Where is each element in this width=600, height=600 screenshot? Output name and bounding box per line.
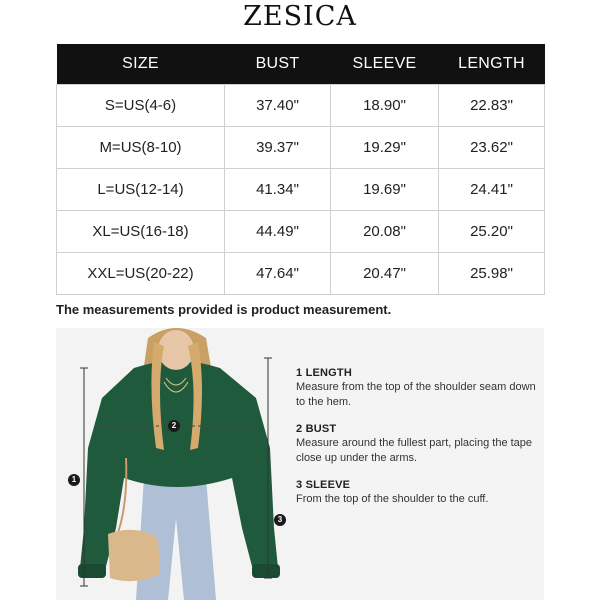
cell-length: 25.98" xyxy=(439,252,545,294)
cell-sleeve: 20.47" xyxy=(331,252,439,294)
guide-item-sleeve xyxy=(296,478,544,507)
cell-length: 24.41" xyxy=(439,168,545,210)
header-size: SIZE xyxy=(57,44,225,84)
brand-logo: ZESICA xyxy=(243,1,357,32)
measurement-guide xyxy=(286,328,544,600)
marker-length: 1 xyxy=(68,474,80,486)
header-length: LENGTH xyxy=(439,44,545,84)
guide-title: 3 SLEEVE xyxy=(296,479,351,491)
table-header-row xyxy=(57,44,545,84)
table-row xyxy=(57,84,545,126)
cell-sleeve: 18.90" xyxy=(331,84,439,126)
guide-item-length xyxy=(296,366,544,410)
guide-item-bust xyxy=(296,422,544,466)
size-chart-table xyxy=(56,44,545,295)
cell-bust: 47.64" xyxy=(225,252,331,294)
cell-size: S=US(4-6) xyxy=(57,84,225,126)
measurement-note: The measurements provided is product measurement. xyxy=(56,302,392,317)
table-row xyxy=(57,126,545,168)
cell-bust: 37.40" xyxy=(225,84,331,126)
cell-bust: 39.37" xyxy=(225,126,331,168)
header-bust: BUST xyxy=(225,44,331,84)
cell-sleeve: 19.69" xyxy=(331,168,439,210)
cell-length: 25.20" xyxy=(439,210,545,252)
cell-size: XL=US(16-18) xyxy=(57,210,225,252)
cell-length: 23.62" xyxy=(439,126,545,168)
cell-bust: 44.49" xyxy=(225,210,331,252)
guide-desc: Measure around the fullest part, placing the tape close up under the arms. xyxy=(296,437,533,464)
cell-sleeve: 20.08" xyxy=(331,210,439,252)
table-row xyxy=(57,168,545,210)
cell-length: 22.83" xyxy=(439,84,545,126)
model-photo xyxy=(56,328,286,600)
cell-size: M=US(8-10) xyxy=(57,126,225,168)
header-sleeve: SLEEVE xyxy=(331,44,439,84)
table-row xyxy=(57,252,545,294)
model-illustration xyxy=(56,328,286,600)
guide-title: 1 LENGTH xyxy=(296,367,352,379)
guide-desc: From the top of the shoulder to the cuff. xyxy=(296,493,489,505)
cell-sleeve: 19.29" xyxy=(331,126,439,168)
table-row xyxy=(57,210,545,252)
guide-title: 2 BUST xyxy=(296,423,337,435)
cell-bust: 41.34" xyxy=(225,168,331,210)
marker-sleeve: 3 xyxy=(274,514,286,526)
cell-size: XXL=US(20-22) xyxy=(57,252,225,294)
cell-size: L=US(12-14) xyxy=(57,168,225,210)
guide-desc: Measure from the top of the shoulder seam down to the hem. xyxy=(296,381,536,408)
marker-bust: 2 xyxy=(168,420,180,432)
